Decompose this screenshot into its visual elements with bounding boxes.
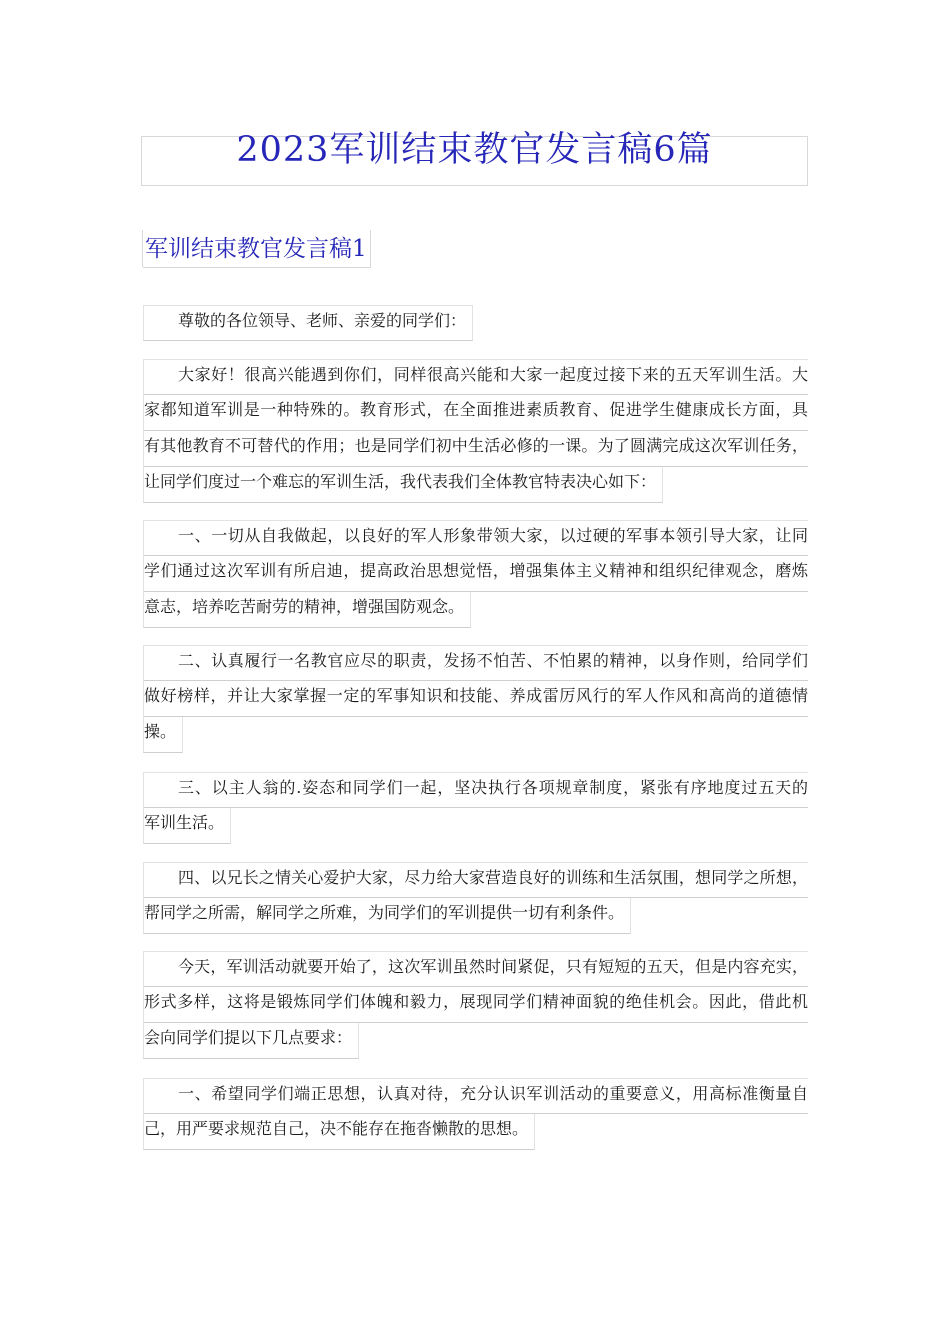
paragraph-line: 军训生活。 [143,808,231,844]
paragraph-line: 学们通过这次军训有所启迪，提高政治思想觉悟，增强集体主义精神和组织纪律观念，磨炼 [143,556,808,592]
paragraph-line: 做好榜样，并让大家掌握一定的军事知识和技能、养成雷厉风行的军人作风和高尚的道德情 [143,681,808,717]
paragraph-line: 形式多样，这将是锻炼同学们体魄和毅力，展现同学们精神面貌的绝佳机会。因此，借此机 [143,987,808,1023]
paragraph [143,1078,808,1154]
paragraph-line: 今天，军训活动就要开始了，这次军训虽然时间紧促，只有短短的五天，但是内容充实， [143,951,808,987]
paragraph-line: 尊敬的各位领导、老师、亲爱的同学们： [143,305,473,341]
paragraph [143,862,808,938]
paragraph-line: 二、认真履行一名教官应尽的职责，发扬不怕苦、不怕累的精神，以身作则，给同学们 [143,645,808,681]
paragraph-line: 帮同学之所需，解同学之所难，为同学们的军训提供一切有利条件。 [143,898,631,934]
section-heading: 军训结束教官发言稿1 [143,230,371,268]
paragraph-line: 有其他教育不可替代的作用；也是同学们初中生活必修的一课。为了圆满完成这次军训任务， [143,431,808,467]
paragraph-line: 操。 [143,717,183,753]
paragraph [143,305,808,345]
paragraph-line: 一、希望同学们端正思想，认真对待，充分认识军训活动的重要意义，用高标准衡量自 [143,1078,808,1114]
paragraph-line: 己，用严要求规范自己，决不能存在拖沓懒散的思想。 [143,1114,535,1150]
paragraph-line: 大家好！很高兴能遇到你们，同样很高兴能和大家一起度过接下来的五天军训生活。大 [143,359,808,395]
paragraph [143,772,808,848]
paragraph-line: 让同学们度过一个难忘的军训生活，我代表我们全体教官特表决心如下： [143,467,663,503]
paragraph-line: 三、以主人翁的.姿态和同学们一起，坚决执行各项规章制度，紧张有序地度过五天的 [143,772,808,808]
paragraph [143,645,808,757]
paragraph-line: 意志，培养吃苦耐劳的精神，增强国防观念。 [143,592,471,628]
document-title: 2023军训结束教官发言稿6篇 [236,130,713,170]
paragraph-line: 家都知道军训是一种特殊的。教育形式，在全面推进素质教育、促进学生健康成长方面，具 [143,395,808,431]
paragraph-line: 会向同学们提以下几点要求： [143,1023,359,1059]
paragraph-line: 四、以兄长之情关心爱护大家，尽力给大家营造良好的训练和生活氛围，想同学之所想， [143,862,808,898]
paragraph [143,359,808,507]
paragraph-line: 一、一切从自我做起，以良好的军人形象带领大家，以过硬的军事本领引导大家，让同 [143,520,808,556]
paragraph [143,951,808,1063]
paragraph [143,520,808,632]
